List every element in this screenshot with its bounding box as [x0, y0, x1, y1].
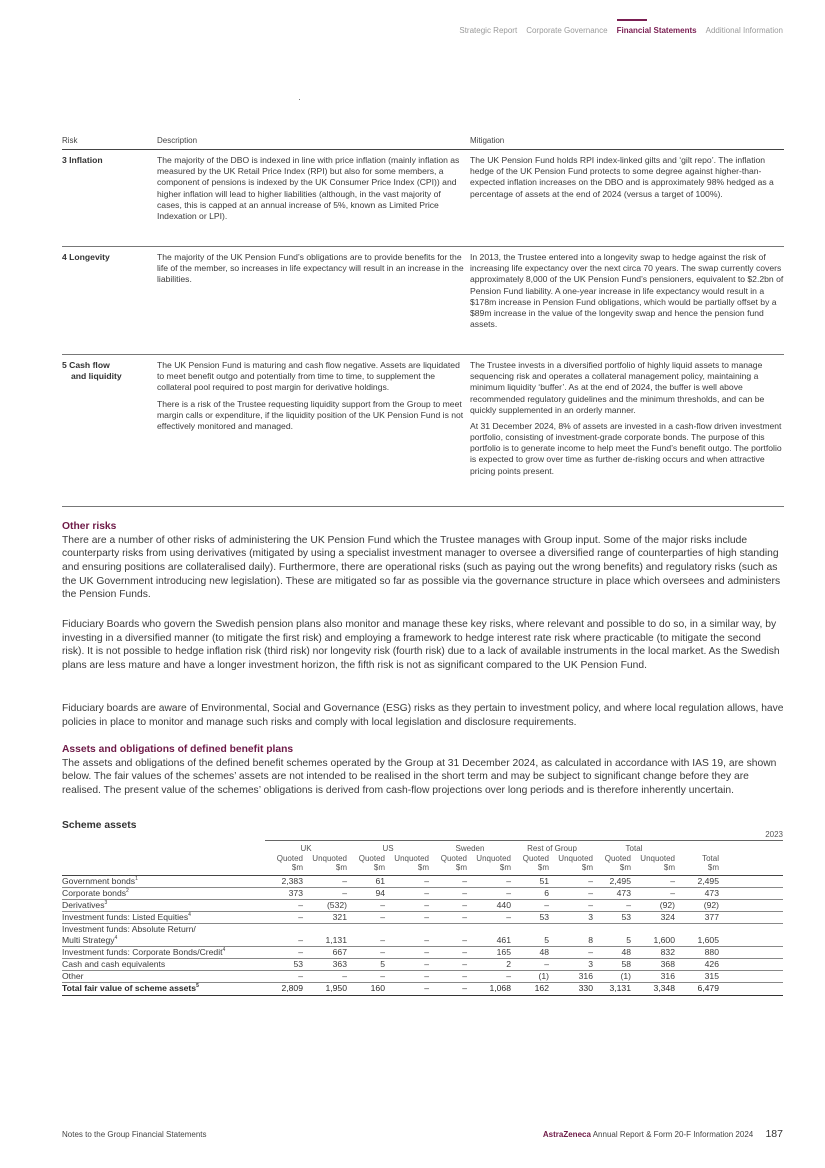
table-cell: 2,809 — [281, 983, 303, 994]
group-rest-of-group: Rest of Group — [527, 844, 577, 853]
row-label-text: Derivatives — [62, 900, 105, 911]
footer-brand: AstraZeneca — [542, 1130, 591, 1139]
table-cell: 368 — [660, 959, 675, 970]
table-cell: 832 — [660, 946, 675, 957]
table-cell: 5 — [544, 934, 549, 945]
nav-strategic-report[interactable]: Strategic Report — [459, 26, 518, 35]
table-cell: 160 — [370, 983, 385, 994]
mitigation-text: The UK Pension Fund holds RPI index-linked gilts and ‘gilt repo’. The inflation hedge of the UK Pension Fund protects to some degree against higher-than-expected inflation increases on the DBO and is approximately 98% hedged as a percentage of assets at the end of 2024 (versus a target of 100%). — [470, 155, 774, 199]
row-label — [62, 912, 265, 923]
table-cell: – — [462, 912, 467, 923]
risk-description — [157, 360, 470, 501]
table-cell: – — [462, 900, 467, 911]
row-label — [62, 959, 265, 970]
table-cell: 162 — [534, 983, 549, 994]
column-header — [265, 854, 303, 873]
table-cell: 330 — [578, 983, 593, 994]
table-cell: 5 — [380, 959, 385, 970]
description-text: The majority of the DBO is indexed in line with price inflation (mainly inflation as measured by the UK Retail Price Index (RPI) but also for some members, a component of pensions is indexed by the UK Consumer Price Index (CPI)) and higher inflation will lead to higher liabilities (although, in the vast majority of cases, this is capped at an annual increase of 5%, known as Limited Price Indexation or LPI). — [157, 155, 460, 221]
column-header-label: Quoted — [604, 853, 631, 863]
year-label: 2023 — [765, 830, 783, 839]
column-header — [303, 854, 347, 873]
table-cell: – — [424, 934, 429, 945]
table-cell: – — [424, 875, 429, 886]
page-number: 187 — [765, 1128, 783, 1140]
table-cell: 3,348 — [653, 983, 675, 994]
row-label — [62, 924, 265, 945]
table-cell: – — [462, 983, 467, 994]
table-cell: 426 — [704, 959, 719, 970]
table-cell: – — [462, 875, 467, 886]
column-header-unit: $m — [291, 863, 303, 873]
table-cell: (92) — [659, 900, 675, 911]
nav-additional-information[interactable]: Additional Information — [705, 26, 783, 35]
row-label-text: Investment funds: Corporate Bonds/Credit — [62, 946, 223, 957]
table-cell: 321 — [332, 912, 347, 923]
description-text: The majority of the UK Pension Fund’s obligations are to provide benefits for the life of the member, so increases in life expectancy will result in an increase in the liabilities. — [157, 252, 464, 285]
table-cell: – — [380, 934, 385, 945]
table-row — [62, 947, 783, 959]
risk-row-inflation — [62, 150, 784, 247]
risk-description — [157, 252, 470, 349]
table-cell: – — [462, 959, 467, 970]
table-cell: 53 — [539, 912, 549, 923]
risk-description — [157, 155, 470, 241]
table-row — [62, 900, 783, 912]
table-cell: – — [424, 887, 429, 898]
table-cell: – — [544, 900, 549, 911]
row-label — [62, 900, 265, 911]
table-cell: – — [462, 971, 467, 982]
column-header-label: Unquoted — [558, 853, 593, 863]
column-header-unit: $m — [581, 863, 593, 873]
group-header-row — [62, 844, 783, 854]
footnote-marker: 4 — [114, 935, 118, 942]
column-header-unit: $m — [455, 863, 467, 873]
footnote-marker: 3 — [104, 900, 108, 907]
table-cell: 324 — [660, 912, 675, 923]
table-cell: 373 — [288, 887, 303, 898]
header-mitigation: Mitigation — [470, 136, 505, 145]
table-cell: – — [342, 875, 347, 886]
table-cell: 48 — [539, 946, 549, 957]
table-cell: – — [298, 971, 303, 982]
column-header — [675, 854, 719, 873]
header-risk: Risk — [62, 136, 78, 145]
risk-mitigation — [470, 252, 784, 349]
table-cell: – — [588, 875, 593, 886]
assets-obligations-heading: Assets and obligations of defined benefit plans — [62, 744, 294, 755]
mitigation-text: In 2013, the Trustee entered into a longevity swap to hedge against the risk of increasing life expectancy over the next circa 70 years. The swap currently covers approximately 8,000 of the UK Pension Fund’s pensioners, equivalent to $2.2bn of Pension Fund liability. A one-year increase in life expectancy would result in a $178m increase in Pension Fund obligations, which would be partially offset by a $89m increase in the value of the longevity swap and hence the pension fund assets. — [470, 252, 784, 330]
table-cell: 165 — [496, 946, 511, 957]
row-label — [62, 983, 265, 994]
risk-name-line2: and liquidity — [71, 371, 122, 382]
column-header-label: Quoted — [440, 853, 467, 863]
column-header-label: Unquoted — [394, 853, 429, 863]
nav-corporate-governance[interactable]: Corporate Governance — [526, 26, 608, 35]
table-cell: – — [380, 912, 385, 923]
footnote-marker: 1 — [135, 875, 138, 882]
row-label-text: Other — [62, 971, 84, 982]
table-cell: – — [424, 946, 429, 957]
row-label-text: Corporate bonds — [62, 887, 127, 898]
scheme-assets-table — [62, 830, 783, 996]
group-sweden: Sweden — [455, 844, 485, 853]
column-header — [549, 854, 593, 873]
column-header-label: Quoted — [276, 853, 303, 863]
table-cell: 2,383 — [281, 875, 303, 886]
table-cell: – — [588, 946, 593, 957]
other-risks-section — [62, 520, 784, 602]
table-cell: 1,950 — [325, 983, 347, 994]
group-uk: UK — [300, 844, 312, 853]
table-cell: 3 — [588, 912, 593, 923]
table-cell: – — [424, 971, 429, 982]
table-cell: 6,479 — [697, 983, 719, 994]
table-cell: (1) — [538, 971, 549, 982]
table-cell: 461 — [496, 934, 511, 945]
risk-name: 3 Inflation — [62, 155, 103, 165]
scheme-assets-title: Scheme assets — [62, 820, 137, 831]
section-nav — [459, 26, 783, 35]
column-header-label: Quoted — [358, 853, 385, 863]
header-description: Description — [157, 136, 198, 145]
table-cell: – — [670, 887, 675, 898]
row-label-text: Investment funds: Listed Equities — [62, 912, 189, 923]
column-header — [593, 854, 631, 873]
table-cell: 1,600 — [653, 934, 675, 945]
table-cell: 377 — [704, 912, 719, 923]
mitigation-text: The Trustee invests in a diversified portfolio of highly liquid assets to manage sequencing risk and operates a collateral management policy, maintaining a minimum liquidity ‘buffer’. As at the end of 2024, the buffer is well above recommended regulatory guidelines and the minimum thresholds, and can be quickly supplemented in an orderly manner. — [470, 360, 765, 415]
table-cell: 94 — [375, 887, 385, 898]
table-cell: – — [298, 934, 303, 945]
table-cell: – — [588, 900, 593, 911]
row-label-text: Cash and cash equivalents — [62, 959, 166, 970]
table-cell: – — [588, 887, 593, 898]
table-cell: – — [342, 887, 347, 898]
column-header-unit: $m — [619, 863, 631, 873]
table-cell: 51 — [539, 875, 549, 886]
table-cell: – — [462, 887, 467, 898]
table-row — [62, 959, 783, 971]
column-header-unit: $m — [499, 863, 511, 873]
table-cell: 2 — [506, 959, 511, 970]
table-cell: (92) — [703, 900, 719, 911]
row-label — [62, 876, 265, 887]
footnote-marker: 4 — [222, 947, 226, 954]
table-cell: – — [380, 946, 385, 957]
table-cell: 1,068 — [489, 983, 511, 994]
table-cell: 316 — [578, 971, 593, 982]
other-risks-paragraph-3: Fiduciary boards are aware of Environmental, Social and Governance (ESG) risks as they pertain to investment policy, and where local regulation allows, have policies in place to monitor and manage such risks and comply with local legislation and disclosure requirements. — [62, 703, 784, 728]
table-cell: – — [380, 971, 385, 982]
table-cell: – — [670, 875, 675, 886]
description-text: There is a risk of the Trustee requesting liquidity support from the Group to meet margin calls or expenditure, if the liquidity position of the UK Pension Fund is not effectively monitored and managed. — [157, 398, 464, 431]
footnote-marker: 2 — [126, 888, 129, 895]
table-cell: – — [424, 983, 429, 994]
sub-header-row — [62, 854, 783, 876]
footnote-marker: 5 — [196, 983, 199, 990]
column-header-label: Quoted — [522, 853, 549, 863]
table-cell: 53 — [293, 959, 303, 970]
table-cell: 1,605 — [697, 934, 719, 945]
row-label — [62, 971, 265, 982]
footer-report — [543, 1128, 783, 1140]
description-text: The UK Pension Fund is maturing and cash flow negative. Assets are liquidated to meet benefit outgo and potentially from time to time, to supplement the collateral pool required to post margin for derivative holdings. — [157, 360, 460, 393]
table-cell: – — [506, 875, 511, 886]
table-cell: 61 — [375, 875, 385, 886]
other-risks-paragraph-2: Fiduciary Boards who govern the Swedish pension plans also monitor and manage these key risks, where relevant and possible to do so, in a similar way, by investing in a diversified manner (to mitigate the first risk) and employing a framework to hedge interest rate risk where practicable (to mitigate the second risk). It is not possible to hedge inflation risk (third risk) nor longevity risk (fourth risk) due to a lack of available instruments in the local market. As the Swedish plans are less mature and have a longer investment horizon, the fifth risk is not as significant compared to the UK Pension Fund. — [62, 619, 780, 672]
table-cell: – — [506, 912, 511, 923]
table-cell: – — [298, 900, 303, 911]
table-cell: 2,495 — [609, 875, 631, 886]
other-risks-paragraph-1: There are a number of other risks of administering the UK Pension Fund which the Trustee manages with Group input. Some of the major risks include counterparty risks from using derivatives (mitigated by using a specialist investment manager to oversee a diversified range of counterparties of high standing and ensuring positions are collateralised daily). Furthermore, there are operational risks (such as paying out the wrong benefits) and regulatory risks (such as the UK Government introducing new legislation). These are mitigated so far as possible via the governance structure in place which oversees and administers the Pension Funds. — [62, 534, 781, 601]
column-header-label: Unquoted — [640, 853, 675, 863]
risk-name: 4 Longevity — [62, 252, 110, 262]
table-cell: (532) — [326, 900, 347, 911]
scheme-assets-rows — [62, 876, 783, 996]
group-us: US — [382, 844, 394, 853]
table-cell: 58 — [621, 959, 631, 970]
column-header-unit: $m — [417, 863, 429, 873]
table-cell: 363 — [332, 959, 347, 970]
footer-report-title: Annual Report & Form 20-F Information 2024 — [592, 1130, 754, 1139]
table-cell: 1,131 — [325, 934, 347, 945]
table-cell: 315 — [704, 971, 719, 982]
table-cell: 316 — [660, 971, 675, 982]
table-cell: – — [462, 934, 467, 945]
column-header-label: Unquoted — [312, 853, 347, 863]
table-cell: 2,495 — [697, 875, 719, 886]
column-header — [511, 854, 549, 873]
table-cell: 53 — [621, 912, 631, 923]
table-cell: – — [506, 887, 511, 898]
table-cell: – — [380, 900, 385, 911]
column-header — [347, 854, 385, 873]
year-rule — [265, 840, 783, 841]
risk-row-cash-flow — [62, 355, 784, 507]
table-cell: – — [298, 912, 303, 923]
table-row — [62, 983, 783, 995]
column-header — [467, 854, 511, 873]
table-cell: – — [462, 946, 467, 957]
assets-obligations-paragraph: The assets and obligations of the defined benefit schemes operated by the Group at 31 December 2024, as calculated in accordance with IAS 19, are shown below. The fair values of the schemes’ assets are not intended to be realised in the short term and may be subject to significant change before they are realised. The present value of the schemes’ obligations is derived from cash-flow projections over long periods and is therefore inherently uncertain. — [62, 757, 777, 797]
table-cell: 6 — [544, 887, 549, 898]
column-header — [631, 854, 675, 873]
footer-section-title: Notes to the Group Financial Statements — [62, 1130, 207, 1139]
table-cell: – — [506, 971, 511, 982]
table-cell: – — [424, 959, 429, 970]
table-cell: 473 — [616, 887, 631, 898]
risk-name — [62, 360, 157, 501]
table-row — [62, 912, 783, 924]
risk-table-header — [62, 136, 784, 150]
column-header-unit: $m — [663, 863, 675, 873]
row-label — [62, 888, 265, 899]
table-cell: – — [424, 900, 429, 911]
table-row — [62, 924, 783, 946]
column-header-label: Total — [702, 853, 719, 863]
stray-dot — [299, 99, 300, 100]
row-label-text: Government bonds — [62, 875, 136, 886]
column-header-unit: $m — [537, 863, 549, 873]
risk-table — [62, 136, 784, 507]
assets-obligations-section — [62, 743, 784, 798]
nav-financial-statements[interactable]: Financial Statements — [616, 26, 697, 35]
column-header — [385, 854, 429, 873]
table-cell: 5 — [626, 934, 631, 945]
footnote-marker: 4 — [188, 912, 191, 919]
table-row — [62, 876, 783, 888]
risk-mitigation — [470, 155, 784, 241]
column-header-unit: $m — [373, 863, 385, 873]
column-header — [429, 854, 467, 873]
table-cell: – — [626, 900, 631, 911]
table-cell: – — [544, 959, 549, 970]
row-label-text: Total fair value of scheme assets — [62, 983, 197, 994]
table-cell: 667 — [332, 946, 347, 957]
table-cell: (1) — [620, 971, 631, 982]
row-label-line2: Multi Strategy — [62, 935, 115, 946]
group-total: Total — [625, 844, 643, 853]
table-row — [62, 971, 783, 983]
risk-row-longevity — [62, 247, 784, 355]
risk-name-line1: 5 Cash flow — [62, 360, 110, 370]
mitigation-text: At 31 December 2024, 8% of assets are invested in a cash-flow driven investment portfolio, consisting of investment-grade corporate bonds. The purpose of this portfolio is to generate income to help meet the Fund’s benefit outgo. The portfolio is expected to grow over time as further de-risking occurs and when attractive pricing points present. — [470, 420, 782, 476]
table-cell: 3,131 — [609, 983, 631, 994]
table-cell: 440 — [496, 900, 511, 911]
column-header-label: Unquoted — [476, 853, 511, 863]
table-cell: 3 — [588, 959, 593, 970]
table-cell: – — [298, 946, 303, 957]
column-header-unit: $m — [335, 863, 347, 873]
table-cell: – — [424, 912, 429, 923]
table-cell: 8 — [588, 934, 593, 945]
risk-mitigation — [470, 360, 784, 501]
table-cell: 48 — [621, 946, 631, 957]
table-cell: 473 — [704, 887, 719, 898]
table-row — [62, 888, 783, 900]
row-label-line1: Investment funds: Absolute Return/ — [62, 924, 196, 935]
column-header-unit: $m — [707, 863, 719, 873]
table-cell: 880 — [704, 946, 719, 957]
table-cell: – — [342, 971, 347, 982]
other-risks-heading: Other risks — [62, 521, 117, 532]
row-label — [62, 947, 265, 958]
